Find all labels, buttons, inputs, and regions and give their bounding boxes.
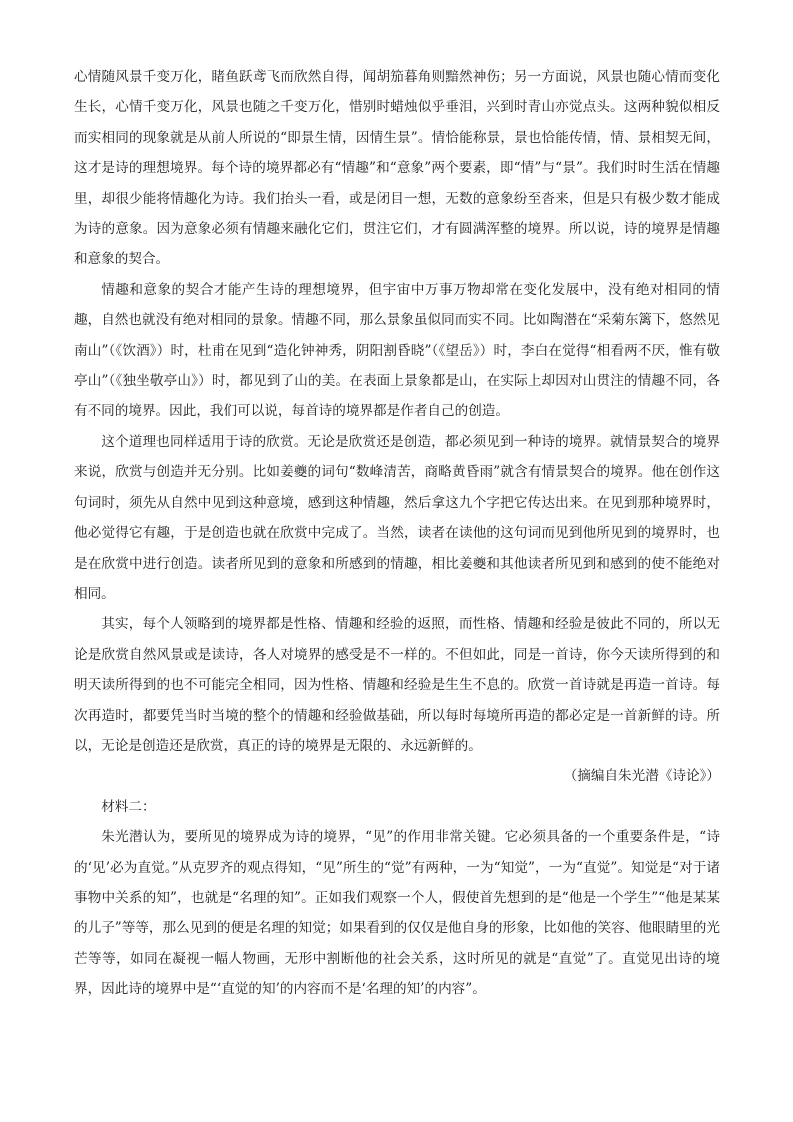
paragraph-3: 这个道理也同样适用于诗的欣赏。无论是欣赏还是创造，都必须见到一种诗的境界。就情景契合的境界来说，欣赏与创造并无分别。比如姜夔的词句“数峰清苦，商略黄昏雨”就含有情景契合的境界。他在创作这句词时，须先从自然中见到这种意境，感到这种情趣，然后拿这九个字把它传达出来。在见到那种境界时，他必觉得它有趣，于是创造也就在欣赏中完成了。当然，读者在读他的这句词而见到他所见到的境界时，也是在欣赏中进行创造。读者所见到的意象和所感到的情趣，相比姜夔和其他读者所见到和感到的使不能绝对相同。 xyxy=(74,433,720,602)
paragraph-4: 其实，每个人领略到的境界都是性格、情趣和经验的返照，而性格、情趣和经验是彼此不同的，所以无论是欣赏自然风景或是读诗，各人对境界的感受是不一样的。不但如此，同是一首诗，你今天读所得到的和明天读所得到的也不可能完全相同，因为性格、情趣和经验是生生不息的。欣赏一首诗就是再造一首诗。每次再造时，都要凭当时当境的整个的情趣和经验做基础，所以每时每境所再造的都必定是一首新鲜的诗。所以，无论是创造还是欣赏，真正的诗的境界是无限的、永远新鲜的。 xyxy=(74,616,720,754)
document-page xyxy=(74,62,720,1005)
material-paragraph-1: 朱光潜认为，要所见的境界成为诗的境界，“见”的作用非常关键。它必须具备的一个重要条件是，“诗的‘见’必为直觉。”从克罗齐的观点得知，“见”所生的“觉”有两种，一为“知觉”，一为“直觉”。知觉是“对于诸事物中关系的知”，也就是“名理的知”。正如我们观察一个人，假使首先想到的是“他是一个学生”“他是某某的儿子”等等，那么见到的便是名理的知觉；如果看到的仅仅是他自身的形象，比如他的笑容、他眼睛里的光芒等等，如同在凝视一幅人物画，无形中割断他的社会关系，这时所见的就是“直觉”了。直觉见出诗的境界，因此诗的境界中是“‘直觉的知’的内容而不是‘名理的知’的内容”。 xyxy=(74,829,720,998)
paragraph-1: 心情随风景千变万化，睹鱼跃鸢飞而欣然自得，闻胡笳暮角则黯然神伤；另一方面说，风景也随心情而变化生长，心情千变万化，风景也随之千变万化，惜别时蜡烛似乎垂泪，兴到时青山亦觉点头。这两种貌似相反而实相同的现象就是从前人所说的“即景生情，因情生景”。情恰能称景，景也恰能传情，情、景相契无间，这才是诗的理想境界。每个诗的境界都必有“情趣”和“意象”两个要素，即“情”与“景”。我们时时生活在情趣里，却很少能将情趣化为诗。我们抬头一看，或是闭目一想，无数的意象纷至沓来，但是只有极少数才能成为诗的意象。因为意象必须有情趣来融化它们，贯注它们，才有圆满浑整的境界。所以说，诗的境界是情趣和意象的契合。 xyxy=(74,69,720,268)
material-label: 材料二： xyxy=(101,798,156,815)
source-citation: （摘编自朱光潜《诗论》） xyxy=(563,768,720,785)
paragraph-2: 情趣和意象的契合才能产生诗的理想境界，但宇宙中万事万物却常在变化发展中，没有绝对相同的情趣，自然也就没有绝对相同的景象。情趣不同，那么景象虽似同而实不同。比如陶潜在“采菊东篱下，悠然见南山”（《饮酒》）时，杜甫在见到“造化钟神秀，阴阳割昏晓”（《望岳》）时，李白在觉得“相看两不厌，惟有敬亭山”（《独坐敬亭山》）时，都见到了山的美。在表面上景象都是山，在实际上却因对山贯注的情趣不同，各有不同的境界。因此，我们可以说，每首诗的境界都是作者自己的创造。 xyxy=(74,281,720,420)
